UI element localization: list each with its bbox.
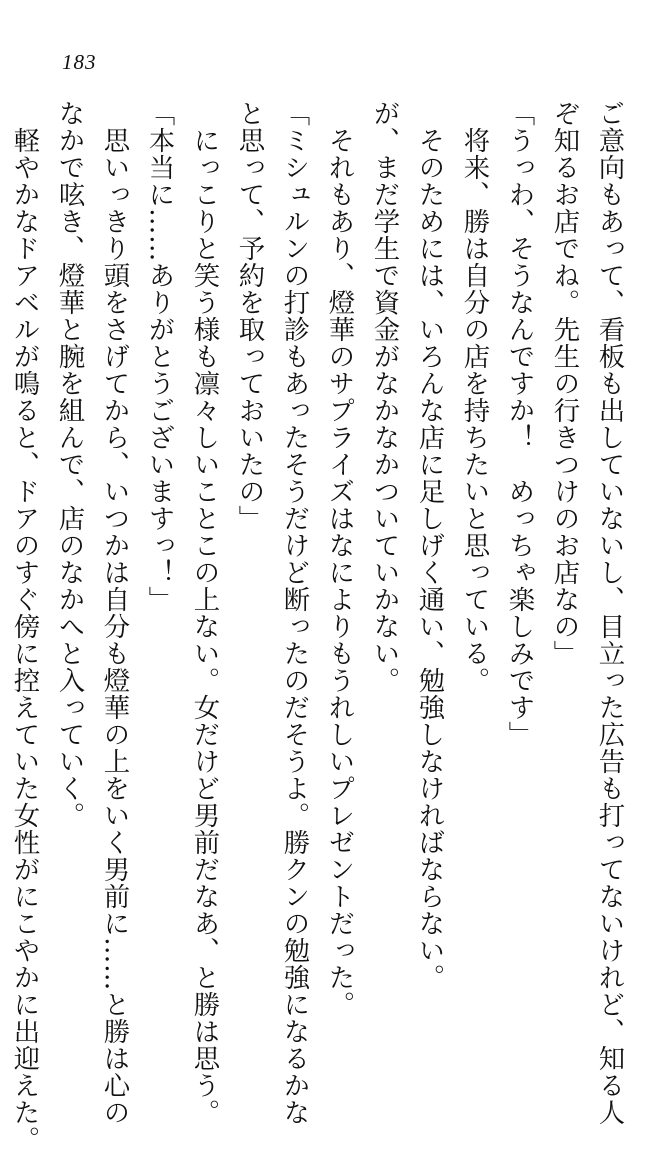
- page-number: 183: [62, 50, 97, 74]
- body-text: [0, 100, 632, 1153]
- text-line: 「ミシュルンの打診もあったそうだけど断ったのだそうよ。勝クンの勉強になるかな: [279, 100, 310, 1126]
- text-line: が、まだ学生で資金がなかなかついていかない。: [369, 100, 400, 694]
- text-line: にっこりと笑う様も凛々しいことこの上ない。女だけど男前だなあ、と勝は思う。: [189, 100, 220, 1126]
- text-line: と思って、予約を取っておいたの」: [234, 100, 265, 532]
- text-line: 思いっきり頭をさげてから、いつかは自分も燈華の上をいく男前に……と勝は心の: [99, 100, 130, 1126]
- text-line: なかで呟き、燈華と腕を組んで、店のなかへと入っていく。: [54, 100, 85, 829]
- text-line: 将来、勝は自分の店を持ちたいと思っている。: [459, 100, 490, 694]
- text-line: 「本当に……ありがとうございますっ！」: [144, 100, 175, 613]
- text-line: 軽やかなドアベルが鳴ると、ドアのすぐ傍に控えていた女性がにこやかに出迎えた。: [9, 100, 40, 1153]
- text-line: ぞ知るお店でね。先生の行きつけのお店なの」: [549, 100, 580, 667]
- text-line: それもあり、燈華のサプライズはなによりもうれしいプレゼントだった。: [324, 100, 355, 1018]
- text-line: ご意向もあって、看板も出していないし、目立った広告も打ってないけれど、知る人: [594, 100, 625, 1126]
- text-line: そのためには、いろんな店に足しげく通い、勉強しなければならない。: [414, 100, 445, 991]
- text-line: 「うっわ、そうなんですか！ めっちゃ楽しみです」: [504, 100, 535, 748]
- text-line: [0, 100, 2, 1030]
